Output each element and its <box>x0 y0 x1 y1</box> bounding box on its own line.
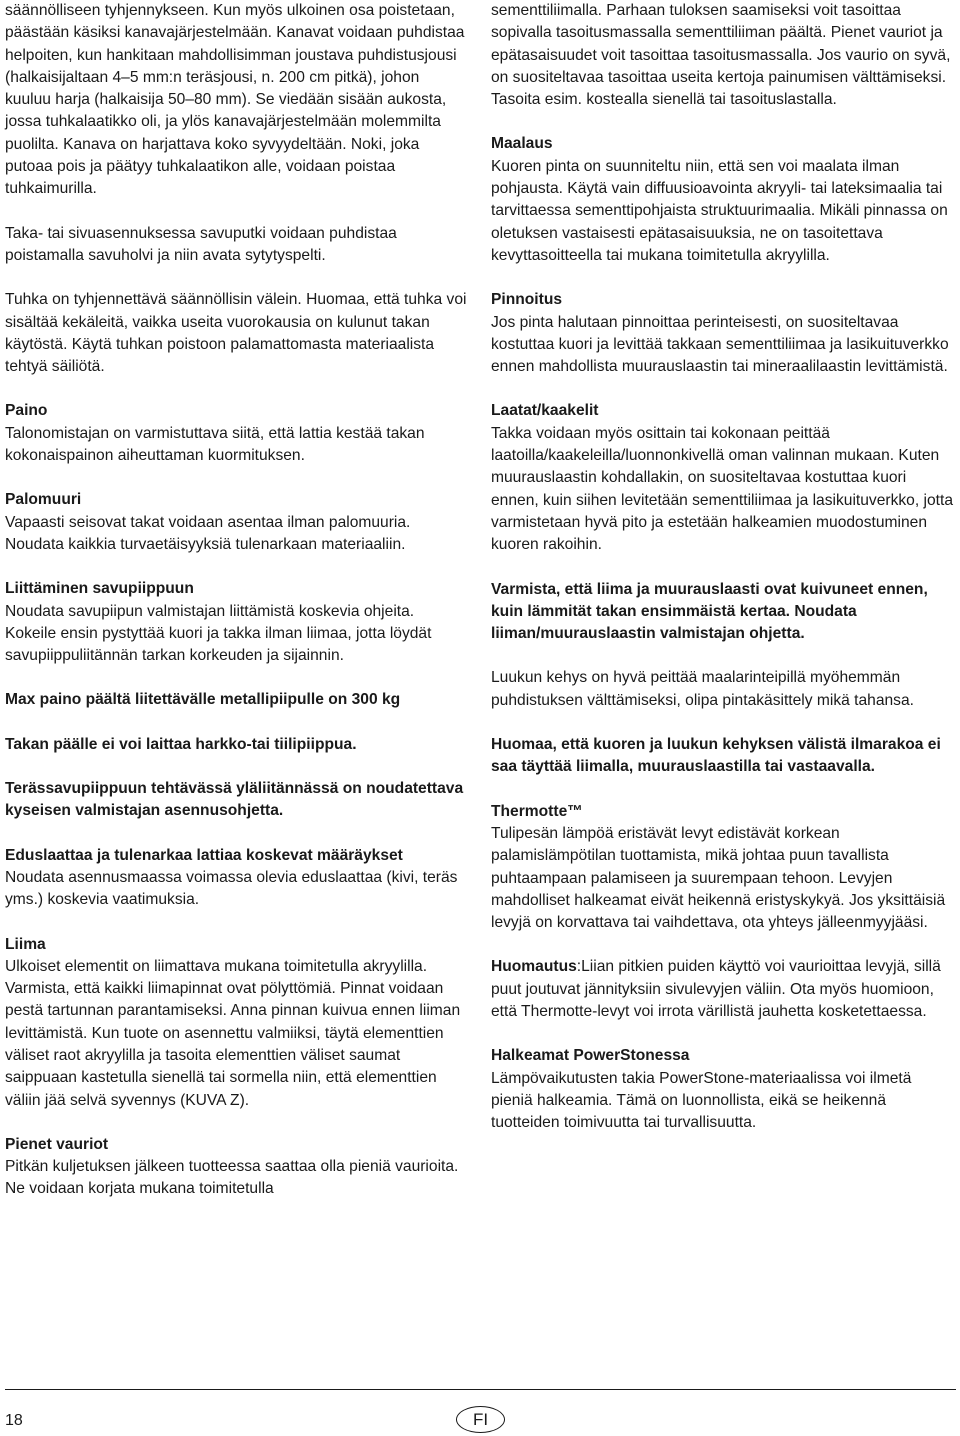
section-palomuuri <box>5 489 467 556</box>
heading-liima: Liima <box>5 935 46 953</box>
heading-pinnoitus: Pinnoitus <box>491 291 563 309</box>
section-liima <box>5 934 467 1112</box>
text-pinnoitus: Jos pinta halutaan pinnoittaa perinteisesti, on suositeltavaa kostuttaa kuori ja levittää takkaan sementtiliimaa ja lasikuituverkko ennen mahdollista muurauslaastin tai mineraalilaastin levittämistä. <box>491 313 949 376</box>
right-column <box>491 0 956 1156</box>
heading-laatat: Laatat/kaakelit <box>491 402 599 420</box>
section-pinnoitus <box>491 289 956 378</box>
heading-eduslaattaa: Eduslaattaa ja tulenarkaa lattiaa koskevat määräykset <box>5 846 403 864</box>
text-paino: Talonomistajan on varmistuttava siitä, että lattia kestää takan kokonaispainon aiheuttaman kuormituksen. <box>5 424 425 465</box>
note-no-brick-chimney: Takan päälle ei voi laittaa harkko-tai tiilipiippua. <box>5 735 357 753</box>
text-eduslaattaa: Noudata asennusmaassa voimassa olevia eduslaattaa (kivi, teräs yms.) koskevia vaatimuksia. <box>5 868 458 909</box>
text-liima: Ulkoiset elementit on liimattava mukana toimitetulla akryylilla. Varmista, että kaikki liimapinnat ovat pölyttömiä. Pinnat voidaan pestä tartunnan parantamiseksi. Anna pinnan kuivua ennen liiman levittämistä. Kun tuote on asennettu valmiiksi, täytä elementtien väliset raot akryylilla ja tasoita elementtien väliset saumat saippuaan kastetulla sienellä tai sormella niin, että elementtien väliin jää selvä syvennys (KUVA Z). <box>5 957 461 1109</box>
section-huomautus <box>491 956 956 1023</box>
section-halkeamat <box>491 1045 956 1134</box>
label-huomautus: Huomautus <box>491 958 577 976</box>
language-badge: FI <box>456 1406 505 1433</box>
text-liittaminen: Noudata savupiipun valmistajan liittämistä koskevia ohjeita. Kokeile ensin pystyttää kuori ja takka ilman liimaa, jotta löydät savupiippuliitännän tarkan korkeuden ja sijainnin. <box>5 602 432 665</box>
note-steel-chimney: Terässavupiippuun tehtävässä yläliitännässä on noudatettava kyseisen valmistajan asennusohjetta. <box>5 780 464 820</box>
paragraph-cleaning-channels: säännölliseen tyhjennykseen. Kun myös ulkoinen osa poistetaan, päästään käsiksi kanavajärjestelmään. Kanavat voidaan puhdistaa helpoiten, kun hankitaan mahdollisimman joustava puhdistusjousi (halkaisijaltaan 4–5 mm:n teräsjousi, n. 200 cm pitkä), johon kuuluu harja (halkaisija 50–80 mm). Se viedään sisään aukosta, jossa tuhkalaatikko oli, ja ylös kanavajärjestelmään molemmilta puolilta. Kanava on harjattava koko syvyydeltään. Noki, joka putoaa pois ja päätyy tuhkalaatikon alle, voidaan poistaa tuhkaimurilla. <box>5 2 465 198</box>
paragraph-smoke-pipe-cleaning: Taka- tai sivuasennuksessa savuputki voidaan puhdistaa poistamalla savuholvi ja niin avata sytytyspelti. <box>5 224 397 264</box>
page-number: 18 <box>5 1412 23 1429</box>
text-palomuuri: Vapaasti seisovat takat voidaan asentaa ilman palomuuria. Noudata kaikkia turvaetäisyyksiä tulenarkaan materiaaliin. <box>5 513 411 553</box>
note-let-dry: Varmista, että liima ja muurauslaasti ovat kuivuneet ennen, kuin lämmität takan ensimmäistä kertaa. Noudata liiman/muurauslaastin valmistajan ohjetta. <box>491 580 928 643</box>
paragraph-door-frame-tape: Luukun kehys on hyvä peittää maalarinteipillä myöhemmän puhdistuksen välttämiseksi, olipa pintakäsittely mikä tahansa. <box>491 669 914 709</box>
heading-liittaminen: Liittäminen savupiippuun <box>5 580 194 598</box>
section-maalaus <box>491 133 956 267</box>
section-liittaminen <box>5 578 467 667</box>
text-thermotte: Tulipesän lämpöä eristävät levyt edistävät korkean palamislämpötilan tuottamista, mikä johtaa puun tavallista puhtaampaan palamiseen ja suurempaan tehoon. Levyjen mahdolliset halkeamat eivät heikennä eristyskykyä. Jos yksittäisiä levyjä on korvattava tai vaihdettava, ota yhteys jälleenmyyjääsi. <box>491 824 946 932</box>
section-paino <box>5 400 467 467</box>
heading-thermotte: Thermotte™ <box>491 802 583 820</box>
paragraph-ash-emptying: Tuhka on tyhjennettävä säännöllisin välein. Huomaa, että tuhka voi sisältää kekäleitä, vaikka useita vuorokausia on kulunut takan käytöstä. Käytä tuhkan poistoon palamattomasta materiaalista tehtyä säiliötä. <box>5 291 467 376</box>
text-huomautus: :Liian pitkien puiden käyttö voi vaurioittaa levyjä, sillä puut joutuvat jännityksiin sivulevyjen väliin. Ota myös huomioon, että Thermotte-levyt voi irrota värillistä jauhetta kosketettaessa. <box>491 958 941 1020</box>
note-max-weight: Max paino päältä liitettävälle metallipiipulle on 300 kg <box>5 691 401 709</box>
section-pienet-vauriot <box>5 1134 467 1201</box>
note-air-gap: Huomaa, että kuoren ja luukun kehyksen välistä ilmarakoa ei saa täyttää liimalla, muurauslaastilla tai vastaavalla. <box>491 736 941 776</box>
heading-palomuuri: Palomuuri <box>5 491 82 509</box>
text-halkeamat: Lämpövaikutusten takia PowerStone-materiaalissa voi ilmetä pieniä halkeamia. Tämä on luonnollista, eikä se heikennä tuotteiden toimivuutta tai turvallisuutta. <box>491 1069 912 1132</box>
footer-divider <box>5 1389 956 1390</box>
text-pienet-vauriot: Pitkän kuljetuksen jälkeen tuotteessa saattaa olla pieniä vaurioita. Ne voidaan korjata mukana toimitetulla <box>5 1158 459 1198</box>
section-eduslaattaa <box>5 845 467 912</box>
section-laatat <box>491 400 956 556</box>
text-laatat: Takka voidaan myös osittain tai kokonaan peittää laatoilla/kaakeleilla/luonnonkivellä oman valinnan mukaan. Kuten muurauslaastin kohdallakin, on suositeltavaa kostuttaa kuori ennen, kuin siihen levitetään sementtiliimaa ja lasikuituverkko, jotta varmistetaan hyvä pito ja estetään halkeamien muodostuminen kuoren rakoihin. <box>491 424 953 554</box>
heading-halkeamat: Halkeamat PowerStonessa <box>491 1047 690 1065</box>
left-column <box>5 0 467 1223</box>
heading-maalaus: Maalaus <box>491 135 553 153</box>
heading-pienet-vauriot: Pienet vauriot <box>5 1135 109 1153</box>
section-thermotte <box>491 801 956 935</box>
text-maalaus: Kuoren pinta on suunniteltu niin, että sen voi maalata ilman pohjausta. Käytä vain diffuusioavointa akryyli- tai lateksimaalia tai tarvittaessa sementtipohjaista struktuurimaalia. Mikäli pinnassa on oletuksen vastaisesti epätasaisuuksia, ne on tasoitettava kevyttasoitteella tai mukana toimitetulla akryylilla. <box>491 157 948 264</box>
heading-paino: Paino <box>5 402 48 420</box>
paragraph-cement-glue: sementtiliimalla. Parhaan tuloksen saamiseksi voit tasoittaa sopivalla tasoitusmassalla sementtiliiman päältä. Pienet vauriot ja epätasaisuudet voit tasoittaa tasoitusmassalla. Jos vaurio on syvä, on suositeltavaa tasoittaa useita kertoja painumisen välttämiseksi. Tasoita esim. kostealla sienellä tai tasoituslastalla. <box>491 2 951 109</box>
